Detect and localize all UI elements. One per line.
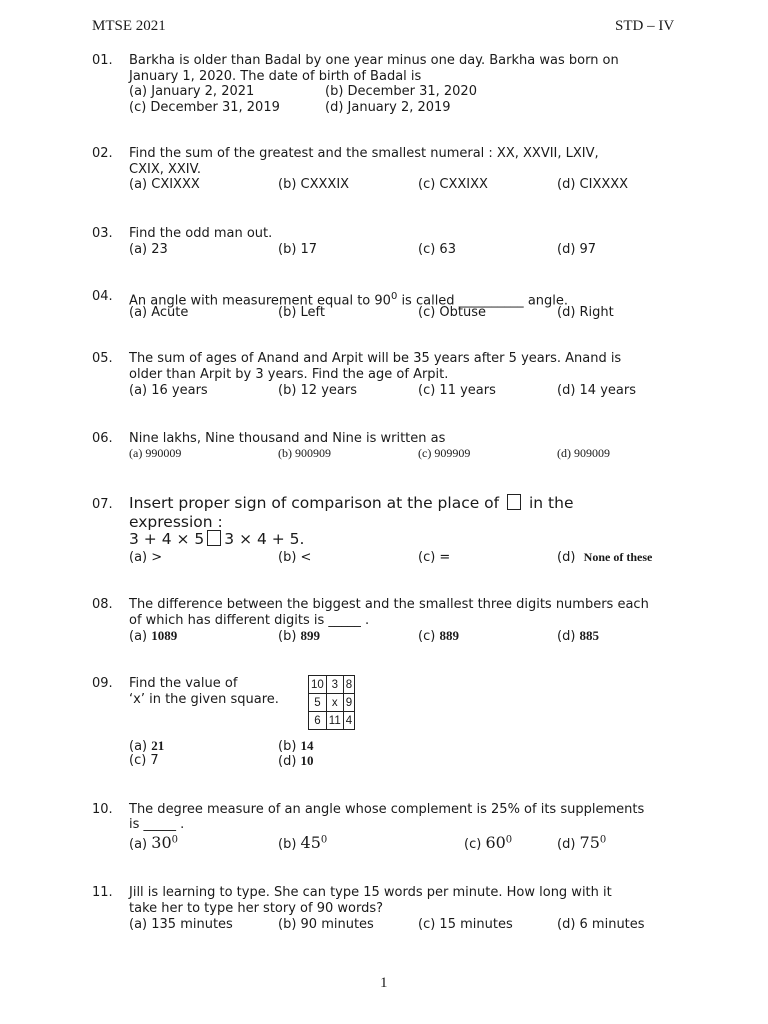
page-number: 1 (380, 975, 388, 991)
grid-cell: 5 (309, 694, 327, 712)
question-text-line: expression : (129, 513, 223, 531)
degree-superscript: 0 (171, 834, 178, 846)
option-d (557, 628, 599, 644)
option-label: (d) (557, 629, 576, 644)
option-a: (a) 23 (129, 242, 168, 257)
grid-row (309, 712, 355, 730)
question-text-line: is _____ . (129, 817, 185, 832)
question-number: 02. (92, 146, 113, 161)
question-text: in the (529, 494, 574, 512)
degree-superscript: 0 (320, 834, 328, 846)
question-text-line: Nine lakhs, Nine thousand and Nine is written as (129, 431, 446, 446)
option-a: (a) 16 years (129, 383, 208, 398)
question-text-line: Find the value of (129, 676, 238, 691)
option-label: (d) (278, 754, 297, 769)
question-text-line (129, 289, 568, 309)
question-number: 01. (92, 53, 113, 68)
header-right: STD – IV (615, 18, 675, 34)
option-d: (d) 97 (557, 242, 597, 257)
option-b: (b) Left (278, 305, 325, 320)
question-text-line: Find the sum of the greatest and the smallest numeral : XX, XXVII, LXIV, (129, 146, 599, 161)
question-text-line (129, 494, 574, 512)
question-text-line: January 1, 2020. The date of birth of Badal is (129, 69, 422, 84)
option-a: (a) > (129, 550, 163, 565)
question-number: 09. (92, 676, 113, 691)
question-text-line: The degree measure of an angle whose complement is 25% of its supplements (129, 802, 645, 817)
grid-cell: 3 (326, 676, 343, 694)
degree-superscript: 0 (505, 834, 513, 846)
option-a: (a) CXIXXX (129, 177, 200, 192)
option-a: (a) Acute (129, 305, 189, 320)
option-c: (c) = (418, 550, 451, 565)
option-label: (b) (278, 629, 297, 644)
option-d (557, 550, 652, 565)
question-text-line: Find the odd man out. (129, 226, 273, 241)
option-c: (c) 7 (129, 753, 159, 768)
option-c: (c) 909909 (418, 446, 471, 460)
option-label: (c) (418, 629, 436, 644)
number-square-grid (308, 675, 355, 730)
question-number: 07. (92, 497, 113, 512)
option-c: (c) 11 years (418, 383, 496, 398)
grid-cell: 4 (343, 712, 354, 730)
question-text: Insert proper sign of comparison at the place of (129, 494, 500, 512)
option-label: (a) (129, 739, 148, 754)
option-d: (d) 14 years (557, 383, 636, 398)
question-number: 04. (92, 289, 113, 304)
option-a (129, 833, 178, 852)
option-b: (b) 90 minutes (278, 917, 374, 932)
option-d (278, 753, 314, 769)
option-b (278, 833, 327, 852)
option-c: (c) 63 (418, 242, 456, 257)
blank-box (207, 530, 221, 546)
question-text-line: take her to type her story of 90 words? (129, 901, 384, 916)
option-value: 1089 (151, 628, 178, 643)
option-b (278, 738, 314, 754)
option-value: None of these (583, 550, 653, 564)
option-value: 30 (151, 833, 172, 852)
question-text-line: The difference between the biggest and the smallest three digits numbers each (129, 597, 649, 612)
question-text-line: Jill is learning to type. She can type 15 words per minute. How long with it (129, 885, 612, 900)
degree-superscript: 0 (390, 291, 398, 302)
header-left: MTSE 2021 (92, 18, 166, 34)
option-label: (b) (278, 837, 297, 852)
option-a: (a) 135 minutes (129, 917, 233, 932)
grid-cell: 8 (343, 676, 354, 694)
question-number: 11. (92, 885, 113, 900)
question-text-line: CXIX, XXIV. (129, 162, 201, 177)
option-label: (d) (557, 837, 576, 852)
question-text-line: of which has different digits is _____ . (129, 613, 370, 628)
question-text-line: ‘x’ in the given square. (129, 692, 279, 707)
option-label: (a) (129, 837, 148, 852)
option-value: 45 (300, 833, 321, 852)
option-a (129, 738, 164, 754)
blank-box (507, 494, 521, 510)
option-c: (c) CXXIXX (418, 177, 488, 192)
question-text-line: The sum of ages of Anand and Arpit will be 35 years after 5 years. Anand is (129, 351, 622, 366)
degree-superscript: 0 (599, 834, 607, 846)
option-value: 10 (300, 753, 314, 768)
option-c: (c) 15 minutes (418, 917, 513, 932)
question-text-line (129, 530, 304, 548)
question-number: 08. (92, 597, 113, 612)
option-label: (a) (129, 629, 148, 644)
grid-cell: 11 (326, 712, 343, 730)
option-value: 899 (300, 628, 321, 643)
option-d (557, 833, 606, 852)
grid-cell: 10 (309, 676, 327, 694)
question-number: 05. (92, 351, 113, 366)
option-d: (d) January 2, 2019 (325, 100, 451, 115)
option-value: 14 (300, 738, 314, 753)
option-b: (b) 900909 (278, 446, 331, 460)
option-c (418, 628, 459, 644)
question-number: 06. (92, 431, 113, 446)
option-value: 75 (579, 833, 600, 852)
option-value: 60 (485, 833, 506, 852)
option-d: (d) Right (557, 305, 614, 320)
option-value: 889 (439, 628, 459, 643)
option-d: (d) 6 minutes (557, 917, 645, 932)
option-b: (b) < (278, 550, 312, 565)
grid-cell: 9 (343, 694, 354, 712)
option-b: (b) CXXXIX (278, 177, 350, 192)
grid-cell: x (326, 694, 343, 712)
option-c (464, 833, 512, 852)
option-label: (b) (278, 739, 297, 754)
question-number: 10. (92, 802, 113, 817)
option-a: (a) January 2, 2021 (129, 84, 255, 99)
question-text-line: Barkha is older than Badal by one year minus one day. Barkha was born on (129, 53, 619, 68)
question-text: is called __________ angle. (397, 293, 569, 309)
expression-left: 3 + 4 × 5 (129, 530, 205, 548)
grid-row (309, 676, 355, 694)
option-c: (c) Obtuse (418, 305, 487, 320)
option-b (278, 628, 320, 644)
grid-cell: 6 (309, 712, 327, 730)
option-b: (b) 17 (278, 242, 318, 257)
option-b: (b) 12 years (278, 383, 357, 398)
question-text-line: older than Arpit by 3 years. Find the age of Arpit. (129, 367, 449, 382)
option-value: 21 (151, 738, 165, 753)
option-value: 885 (579, 628, 600, 643)
option-d: (d) CIXXXX (557, 177, 629, 192)
option-label: (d) (557, 550, 576, 565)
grid-row (309, 694, 355, 712)
option-d: (d) 909009 (557, 446, 610, 460)
expression-right: 3 × 4 + 5. (224, 530, 305, 548)
option-label: (c) (464, 837, 482, 852)
option-c: (c) December 31, 2019 (129, 100, 280, 115)
option-a (129, 628, 177, 644)
question-number: 03. (92, 226, 113, 241)
option-a: (a) 990009 (129, 446, 182, 460)
option-b: (b) December 31, 2020 (325, 84, 477, 99)
question-text: An angle with measurement equal to 90 (129, 293, 391, 309)
